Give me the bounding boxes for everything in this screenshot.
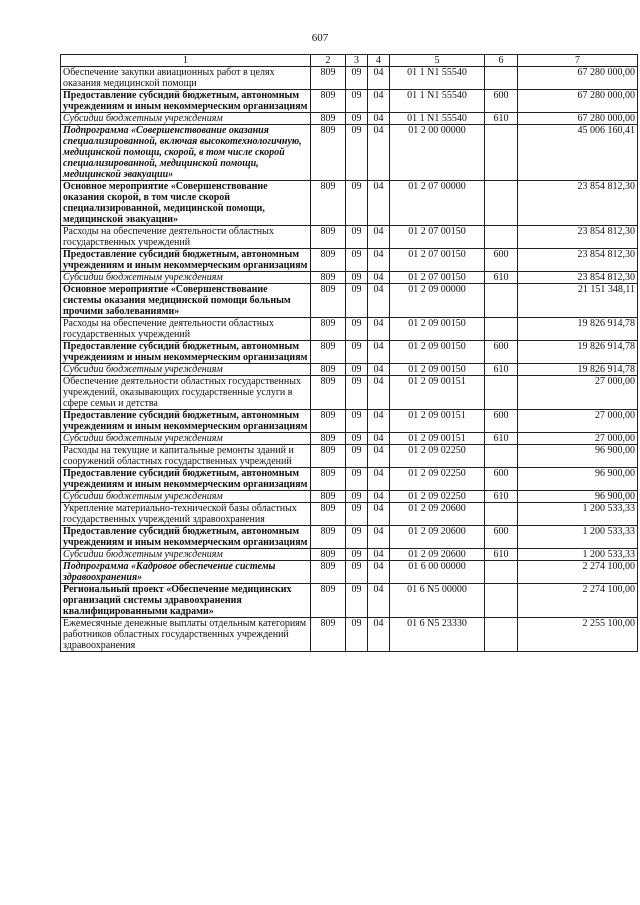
row-amount: 19 826 914,78 [518,364,638,376]
row-expense-type [485,125,518,181]
row-description: Укрепление материально-технической базы областных государственных учреждений здравоохранения [61,503,311,526]
row-department-code: 809 [311,445,346,468]
row-description: Предоставление субсидий бюджетным, автономным учреждениям и иным некоммерческим организациям [61,526,311,549]
row-amount: 2 274 100,00 [518,561,638,584]
row-amount: 96 900,00 [518,491,638,503]
row-section-code: 09 [346,364,368,376]
row-section-code: 09 [346,549,368,561]
table-row [61,113,638,125]
row-amount: 27 000,00 [518,433,638,445]
row-subsection-code: 04 [368,618,390,652]
row-subsection-code: 04 [368,364,390,376]
row-amount: 27 000,00 [518,376,638,410]
table-row [61,468,638,491]
row-department-code: 809 [311,364,346,376]
table-row [61,410,638,433]
row-section-code: 09 [346,125,368,181]
table-row [61,549,638,561]
row-department-code: 809 [311,491,346,503]
row-department-code: 809 [311,503,346,526]
row-target-article: 01 2 09 20600 [390,526,485,549]
row-amount: 21 151 348,11 [518,284,638,318]
row-department-code: 809 [311,561,346,584]
row-amount: 23 854 812,30 [518,272,638,284]
row-amount: 23 854 812,30 [518,181,638,226]
table-row [61,318,638,341]
row-expense-type: 610 [485,272,518,284]
row-department-code: 809 [311,113,346,125]
row-target-article: 01 1 N1 55540 [390,90,485,113]
row-section-code: 09 [346,226,368,249]
row-description: Субсидии бюджетным учреждениям [61,549,311,561]
table-row [61,561,638,584]
table-row [61,584,638,618]
row-section-code: 09 [346,376,368,410]
row-department-code: 809 [311,67,346,90]
row-section-code: 09 [346,272,368,284]
row-amount: 23 854 812,30 [518,226,638,249]
row-description: Субсидии бюджетным учреждениям [61,433,311,445]
row-description: Субсидии бюджетным учреждениям [61,272,311,284]
table-row [61,445,638,468]
row-department-code: 809 [311,249,346,272]
row-description: Предоставление субсидий бюджетным, автономным учреждениям и иным некоммерческим организациям [61,90,311,113]
row-expense-type: 600 [485,341,518,364]
row-subsection-code: 04 [368,503,390,526]
row-amount: 67 280 000,00 [518,67,638,90]
column-header: 3 [346,55,368,67]
row-section-code: 09 [346,341,368,364]
row-expense-type [485,181,518,226]
row-expense-type [485,284,518,318]
table-body [61,67,638,652]
row-amount: 67 280 000,00 [518,90,638,113]
row-expense-type: 610 [485,113,518,125]
row-section-code: 09 [346,445,368,468]
row-target-article: 01 2 07 00000 [390,181,485,226]
row-department-code: 809 [311,376,346,410]
row-target-article: 01 2 07 00150 [390,272,485,284]
row-department-code: 809 [311,584,346,618]
row-target-article: 01 2 09 02250 [390,491,485,503]
row-subsection-code: 04 [368,376,390,410]
row-description: Обеспечение закупки авиационных работ в целях оказания медицинской помощи [61,67,311,90]
row-expense-type: 610 [485,491,518,503]
row-description: Предоставление субсидий бюджетным, автономным учреждениям и иным некоммерческим организациям [61,341,311,364]
row-description: Основное мероприятие «Совершенствование системы оказания медицинской помощи больным прочими заболеваниями» [61,284,311,318]
row-expense-type [485,318,518,341]
row-expense-type: 600 [485,526,518,549]
row-expense-type: 600 [485,410,518,433]
row-subsection-code: 04 [368,272,390,284]
column-header: 7 [518,55,638,67]
row-expense-type: 600 [485,468,518,491]
row-department-code: 809 [311,341,346,364]
row-target-article: 01 2 09 00150 [390,341,485,364]
row-description: Обеспечение деятельности областных государственных учреждений, оказывающих государственные услуги в сфере семьи и детства [61,376,311,410]
row-description: Расходы на обеспечение деятельности областных государственных учреждений [61,318,311,341]
row-subsection-code: 04 [368,445,390,468]
row-target-article: 01 2 09 20600 [390,549,485,561]
row-amount: 1 200 533,33 [518,526,638,549]
row-target-article: 01 2 09 00151 [390,433,485,445]
row-subsection-code: 04 [368,67,390,90]
row-amount: 2 255 100,00 [518,618,638,652]
row-department-code: 809 [311,181,346,226]
row-subsection-code: 04 [368,468,390,491]
row-expense-type [485,618,518,652]
row-target-article: 01 2 09 00150 [390,364,485,376]
row-target-article: 01 2 07 00150 [390,249,485,272]
row-description: Подпрограмма «Кадровое обеспечение системы здравоохранения» [61,561,311,584]
row-department-code: 809 [311,433,346,445]
row-expense-type [485,584,518,618]
row-description: Предоставление субсидий бюджетным, автономным учреждениям и иным некоммерческим организациям [61,410,311,433]
row-expense-type [485,67,518,90]
table-row [61,526,638,549]
row-target-article: 01 1 N1 55540 [390,113,485,125]
page-number: 607 [311,32,329,44]
row-description: Региональный проект «Обеспечение медицинских организаций системы здравоохранения квалифицированными кадрами» [61,584,311,618]
row-section-code: 09 [346,433,368,445]
row-section-code: 09 [346,618,368,652]
row-amount: 96 900,00 [518,445,638,468]
column-header: 2 [311,55,346,67]
row-description: Субсидии бюджетным учреждениям [61,364,311,376]
table-row [61,284,638,318]
row-subsection-code: 04 [368,113,390,125]
row-subsection-code: 04 [368,341,390,364]
row-subsection-code: 04 [368,584,390,618]
row-description: Расходы на обеспечение деятельности областных государственных учреждений [61,226,311,249]
column-header: 4 [368,55,390,67]
row-subsection-code: 04 [368,433,390,445]
row-target-article: 01 2 09 02250 [390,445,485,468]
row-department-code: 809 [311,284,346,318]
table-row [61,181,638,226]
row-target-article: 01 1 N1 55540 [390,67,485,90]
row-amount: 45 006 160,41 [518,125,638,181]
row-section-code: 09 [346,503,368,526]
row-description: Предоставление субсидий бюджетным, автономным учреждениям и иным некоммерческим организациям [61,249,311,272]
table-row [61,618,638,652]
row-description: Субсидии бюджетным учреждениям [61,491,311,503]
row-section-code: 09 [346,410,368,433]
row-subsection-code: 04 [368,125,390,181]
row-target-article: 01 6 00 00000 [390,561,485,584]
row-department-code: 809 [311,318,346,341]
row-subsection-code: 04 [368,318,390,341]
row-amount: 19 826 914,78 [518,341,638,364]
row-amount: 96 900,00 [518,468,638,491]
row-subsection-code: 04 [368,491,390,503]
table-row [61,433,638,445]
row-expense-type [485,503,518,526]
table-row [61,249,638,272]
row-amount: 1 200 533,33 [518,503,638,526]
row-subsection-code: 04 [368,226,390,249]
row-department-code: 809 [311,410,346,433]
row-description: Подпрограмма «Совершенствование оказания специализированной, включая высокотехнологичную, медицинской помощи, скорой, в том числе скорой специализированной, медицинской помощи, медицинской эвакуации» [61,125,311,181]
table-row [61,491,638,503]
row-target-article: 01 2 09 00000 [390,284,485,318]
header-row [61,55,638,67]
row-subsection-code: 04 [368,561,390,584]
row-expense-type: 610 [485,433,518,445]
row-section-code: 09 [346,491,368,503]
row-amount: 27 000,00 [518,410,638,433]
row-department-code: 809 [311,125,346,181]
row-target-article: 01 2 09 02250 [390,468,485,491]
row-expense-type: 610 [485,549,518,561]
row-subsection-code: 04 [368,181,390,226]
row-target-article: 01 2 07 00150 [390,226,485,249]
column-header: 5 [390,55,485,67]
row-expense-type [485,376,518,410]
row-subsection-code: 04 [368,249,390,272]
row-section-code: 09 [346,318,368,341]
row-amount: 1 200 533,33 [518,549,638,561]
row-amount: 19 826 914,78 [518,318,638,341]
row-section-code: 09 [346,249,368,272]
row-subsection-code: 04 [368,526,390,549]
table-row [61,503,638,526]
row-section-code: 09 [346,67,368,90]
table-row [61,376,638,410]
row-amount: 2 274 100,00 [518,584,638,618]
row-target-article: 01 2 09 00151 [390,376,485,410]
row-target-article: 01 2 09 20600 [390,503,485,526]
row-department-code: 809 [311,468,346,491]
row-department-code: 809 [311,526,346,549]
table-row [61,90,638,113]
row-subsection-code: 04 [368,549,390,561]
table-row [61,272,638,284]
row-target-article: 01 2 09 00150 [390,318,485,341]
row-department-code: 809 [311,226,346,249]
row-description: Расходы на текущие и капитальные ремонты зданий и сооружений областных государственных учреждений [61,445,311,468]
column-header: 6 [485,55,518,67]
table-row [61,125,638,181]
row-section-code: 09 [346,468,368,491]
row-target-article: 01 6 N5 23330 [390,618,485,652]
row-description: Ежемесячные денежные выплаты отдельным категориям работников областных государственных учреждений здравоохранения [61,618,311,652]
row-subsection-code: 04 [368,90,390,113]
row-section-code: 09 [346,584,368,618]
row-department-code: 809 [311,618,346,652]
row-expense-type: 610 [485,364,518,376]
row-target-article: 01 2 09 00151 [390,410,485,433]
row-amount: 67 280 000,00 [518,113,638,125]
row-expense-type: 600 [485,249,518,272]
row-expense-type: 600 [485,90,518,113]
row-target-article: 01 6 N5 00000 [390,584,485,618]
row-expense-type [485,561,518,584]
row-department-code: 809 [311,272,346,284]
row-section-code: 09 [346,90,368,113]
row-section-code: 09 [346,284,368,318]
row-subsection-code: 04 [368,284,390,318]
row-section-code: 09 [346,113,368,125]
row-description: Предоставление субсидий бюджетным, автономным учреждениям и иным некоммерческим организациям [61,468,311,491]
table-row [61,226,638,249]
row-description: Субсидии бюджетным учреждениям [61,113,311,125]
table-row [61,67,638,90]
row-section-code: 09 [346,526,368,549]
row-section-code: 09 [346,561,368,584]
row-target-article: 01 2 00 00000 [390,125,485,181]
row-department-code: 809 [311,90,346,113]
row-expense-type [485,445,518,468]
row-section-code: 09 [346,181,368,226]
row-subsection-code: 04 [368,410,390,433]
budget-table [60,54,638,652]
table-row [61,341,638,364]
row-amount: 23 854 812,30 [518,249,638,272]
row-expense-type [485,226,518,249]
table-row [61,364,638,376]
column-header: 1 [61,55,311,67]
row-description: Основное мероприятие «Совершенствование оказания скорой, в том числе скорой специализированной, медицинской помощи, медицинской эвакуации» [61,181,311,226]
row-department-code: 809 [311,549,346,561]
